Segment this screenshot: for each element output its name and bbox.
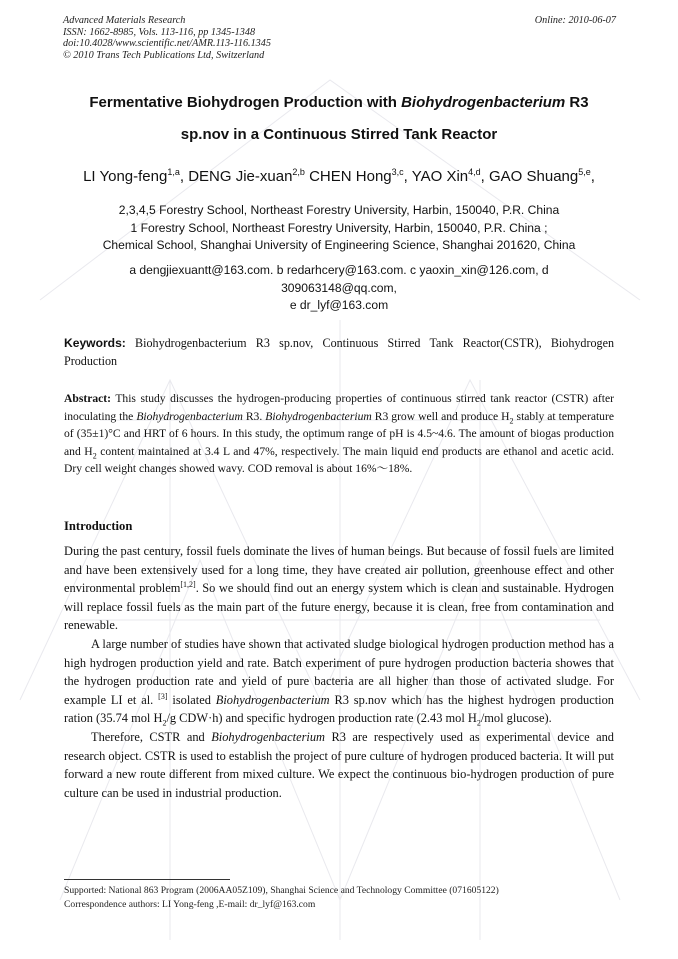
abstract-text: R3. <box>242 409 266 423</box>
doi-line: doi:10.4028/www.scientific.net/AMR.113-116.1345 <box>63 38 271 50</box>
intro-paragraph <box>64 542 614 635</box>
author-name: GAO Shuang <box>489 168 579 185</box>
author-sup: 2,b <box>292 167 305 177</box>
footnote-correspondence: Correspondence authors: LI Yong-feng ,E-mail: dr_lyf@163.com <box>64 899 316 910</box>
paper-title-line-1 <box>40 94 638 112</box>
author-list <box>30 168 648 185</box>
para-text: isolated <box>167 692 216 707</box>
introduction-heading: Introduction <box>64 519 133 533</box>
intro-paragraph <box>64 635 614 728</box>
species-name: Biohydrogenbacterium <box>211 729 325 744</box>
author <box>188 168 309 185</box>
para-text: . So we should find out an energy system which is clean and sustainable. Hydrogen will replace fossil fuels as the main part of the future energy, because it is clean, free from contamination and renewable. <box>64 581 614 633</box>
issn-line: ISSN: 1662-8985, Vols. 113-116, pp 1345-1348 <box>63 26 256 38</box>
author-sep: , <box>179 168 189 185</box>
introduction-body <box>64 542 614 802</box>
author-sep: , <box>590 168 595 185</box>
author-name: YAO Xin <box>411 168 469 185</box>
abstract-section <box>64 390 614 478</box>
copyright-line: © 2010 Trans Tech Publications Ltd, Switzerland <box>63 49 265 61</box>
author-sep: , <box>403 168 412 185</box>
abstract-species: Biohydrogenbacterium <box>136 409 243 423</box>
subscript: 2 <box>162 718 167 728</box>
para-text: R3 sp.nov which has the highest hydrogen production ration (35.74 mol H <box>64 692 614 726</box>
journal-header <box>63 15 271 61</box>
keywords-text: Biohydrogenbacterium R3 sp.nov, Continuous Stirred Tank Reactor(CSTR), Biohydrogen Production <box>64 336 614 368</box>
author <box>309 168 412 185</box>
para-text: Therefore, CSTR and <box>91 729 212 744</box>
abstract-species: Biohydrogenbacterium <box>265 409 372 423</box>
subscript: 2 <box>509 415 514 425</box>
citation: [3] <box>158 691 168 701</box>
affiliations <box>40 202 638 255</box>
abstract-text: This study discusses the hydrogen-producing properties of continuous stirred tank reactor (CSTR) after inoculating the <box>64 392 614 423</box>
para-text: During the past century, fossil fuels dominate the lives of human beings. But because of fossil fuels are limited and have been extensively used for a long time, they have created air pollution, greenhouse effect and other environmental problem <box>64 544 614 596</box>
email-line: e dr_lyf@163.com <box>289 298 389 312</box>
subscript: 2 <box>476 718 481 728</box>
abstract-text: content maintained at 3.4 L and 47%, respectively. The main liquid end products are ethanol and acetic acid. Dry cell weight changes showed wavy. COD removal is about 16%～18%. <box>64 444 614 476</box>
abstract-text: stably at temperature of (35±1)°C and HRT of 6 hours. In this study, the optimum range of pH is 4.5~4.6. The amount of biogas production and H <box>64 409 614 458</box>
email-line: 309063148@qq.com, <box>281 280 397 295</box>
abstract-label: Abstract: <box>64 392 112 405</box>
footnote-support: Supported: National 863 Program (2006AA05Z109), Shanghai Science and Technology Committee (071605122) <box>64 885 499 896</box>
author <box>412 168 489 185</box>
citation: [1,2] <box>180 580 196 590</box>
affiliation: 1 Forestry School, Northeast Forestry University, Harbin, 150040, P.R. China ; <box>130 220 548 235</box>
author-sup: 5,e <box>578 167 591 177</box>
keywords-section <box>64 335 614 370</box>
para-text: /mol glucose). <box>480 711 552 726</box>
author-name: DENG Jie-xuan <box>188 168 293 185</box>
author <box>83 168 188 185</box>
author-sup: 4,d <box>468 167 481 177</box>
affiliation: 2,3,4,5 Forestry School, Northeast Forestry University, Harbin, 150040, P.R. China <box>118 203 560 217</box>
title-text: Fermentative Biohydrogen Production with <box>89 94 402 111</box>
para-text: R3 are respectively used as experimental device and research object. CSTR is used to establish the project of pure culture of hydrogen produced bacteria. It will put forward a new route different from mixed culture. We expect the continuous bio-hydrogen production of pure culture can be used in industrial production. <box>64 729 614 800</box>
paper-title-line-2: sp.nov in a Continuous Stirred Tank Reactor <box>180 126 498 143</box>
intro-paragraph <box>64 728 614 802</box>
para-text: A large number of studies have shown that activated sludge biological hydrogen production method has a high hydrogen production yield and rate. Batch experiment of pure hydrogen production bacteria showes that the hydrogen production rate and yield of pure bacteria are all higher than those of activated sludge. For example LI et al. <box>64 636 614 707</box>
para-text: /g CDW·h) and specific hydrogen production rate (2.43 mol H <box>166 711 477 726</box>
author-sup: 3,c <box>391 167 404 177</box>
author <box>489 168 595 185</box>
email-line: a dengjiexuantt@163.com. b redarhcery@163.com. c yaoxin_xin@126.com, d <box>129 263 549 277</box>
author-emails <box>100 262 578 315</box>
author-sup: 1,a <box>167 167 180 177</box>
affiliation: Chemical School, Shanghai University of Engineering Science, Shanghai 201620, China <box>102 238 576 252</box>
subscript: 2 <box>92 451 97 461</box>
keywords-label: Keywords: <box>64 336 126 350</box>
abstract-text: R3 grow well and produce H <box>371 409 510 423</box>
author-name: CHEN Hong <box>309 168 392 185</box>
author-sep: , <box>480 168 489 185</box>
species-name: Biohydrogenbacterium <box>215 692 330 707</box>
title-text-end: R3 <box>565 94 589 111</box>
author-name: LI Yong-feng <box>83 168 168 185</box>
journal-name: Advanced Materials Research <box>63 15 186 26</box>
online-date: Online: 2010-06-07 <box>534 15 616 26</box>
footnote-divider <box>64 879 230 880</box>
title-italic-species: Biohydrogenbacterium <box>401 94 566 111</box>
